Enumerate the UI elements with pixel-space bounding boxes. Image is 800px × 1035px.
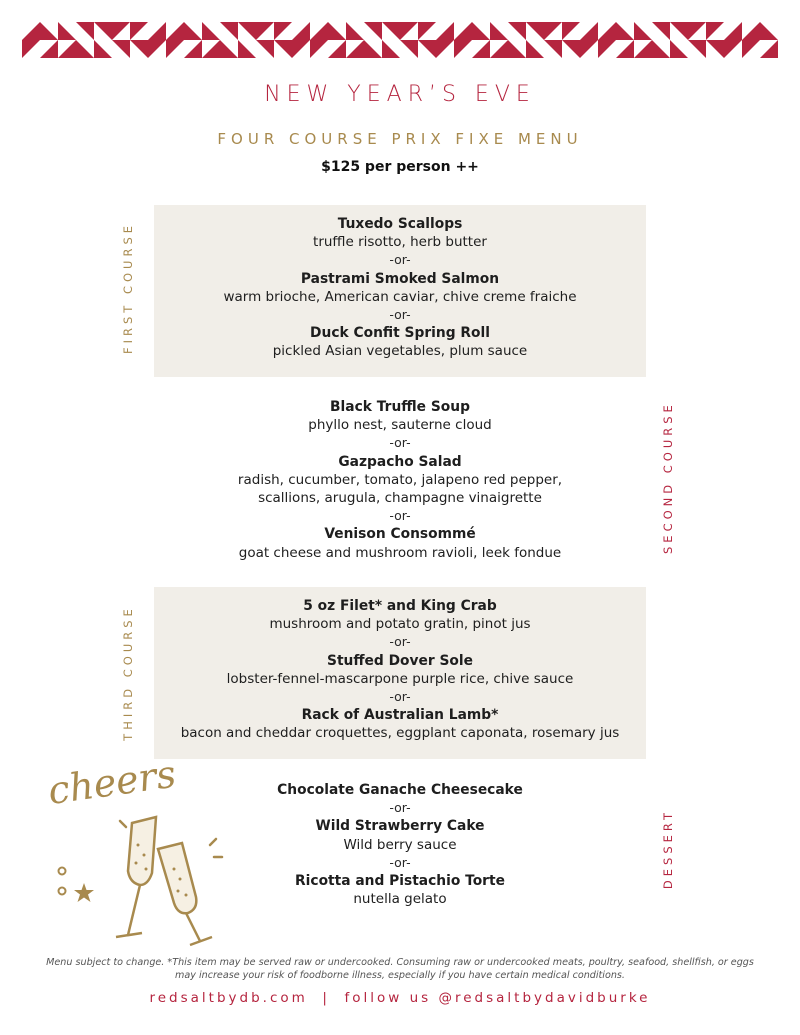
dish-description: mushroom and potato gratin, pinot jus [269, 616, 531, 633]
third-course-panel [154, 587, 646, 759]
dish-description: bacon and cheddar croquettes, eggplant caponata, rosemary jus [180, 725, 620, 742]
menu-price: $125 per person ++ [321, 159, 479, 175]
dish-name: Chocolate Ganache Cheesecake [277, 782, 523, 798]
page-title: NEW YEAR’S EVE [264, 82, 536, 107]
triangle-pattern-banner [22, 22, 778, 58]
second-course-section [154, 388, 646, 568]
dish-name: Wild Strawberry Cake [315, 818, 485, 835]
star-icon [74, 883, 94, 902]
or-separator: -or- [389, 634, 411, 650]
or-separator: -or- [389, 689, 411, 705]
first-course-label: FIRST COURSE [121, 221, 135, 354]
dish-description: radish, cucumber, tomato, jalapeno red pepper, [237, 471, 563, 488]
disclaimer [40, 956, 760, 982]
disclaimer-line: Menu subject to change. *This item may be served raw or undercooked. Consuming raw or undercooked meats, poultry, seafood, shellfish, or eggs [46, 957, 754, 968]
cheers-script: cheers [45, 751, 179, 814]
dish-description: warm brioche, American caviar, chive creme fraiche [223, 288, 577, 305]
or-separator: -or- [389, 435, 411, 451]
dish-description: phyllo nest, sauterne cloud [308, 417, 492, 434]
or-separator: -or- [389, 508, 411, 524]
dish-description: pickled Asian vegetables, plum sauce [272, 343, 528, 360]
dish-description: Wild berry sauce [343, 836, 457, 853]
dish-name: Gazpacho Salad [338, 453, 462, 470]
dish-description: goat cheese and mushroom ravioli, leek fondue [238, 544, 562, 561]
dish-description: scallions, arugula, champagne vinaigrette [258, 490, 542, 507]
dish-name: Ricotta and Pistachio Torte [295, 873, 505, 890]
disclaimer-line: may increase your risk of foodborne illness, especially if you have certain medical conditions. [175, 970, 625, 981]
second-course-label: SECOND COURSE [661, 401, 675, 554]
champagne-glasses-icon [40, 745, 230, 955]
dish-name: Stuffed Dover Sole [327, 652, 473, 669]
or-separator: -or- [389, 800, 411, 816]
dish-name: Venison Consommé [324, 526, 476, 543]
third-course-label: THIRD COURSE [121, 605, 135, 741]
dish-name: Tuxedo Scallops [337, 216, 463, 232]
dish-description: nutella gelato [353, 891, 447, 908]
dish-name: 5 oz Filet* and King Crab [303, 598, 497, 614]
dish-description: lobster-fennel-mascarpone purple rice, chive sauce [226, 670, 574, 687]
dish-name: Pastrami Smoked Salmon [300, 270, 500, 287]
or-separator: -or- [389, 854, 411, 870]
or-separator: -or- [389, 252, 411, 268]
dish-name: Rack of Australian Lamb* [301, 707, 499, 724]
dish-name: Duck Confit Spring Roll [310, 325, 490, 342]
dessert-label: DESSERT [661, 808, 675, 890]
first-course-panel [154, 205, 646, 377]
footer-links[interactable]: redsaltbydb.com | follow us @redsaltbydavidburke [149, 990, 651, 1006]
dish-name: Black Truffle Soup [330, 399, 470, 415]
dish-description: truffle risotto, herb butter [313, 234, 487, 251]
or-separator: -or- [389, 307, 411, 323]
menu-subtitle: FOUR COURSE PRIX FIXE MENU [217, 130, 583, 148]
